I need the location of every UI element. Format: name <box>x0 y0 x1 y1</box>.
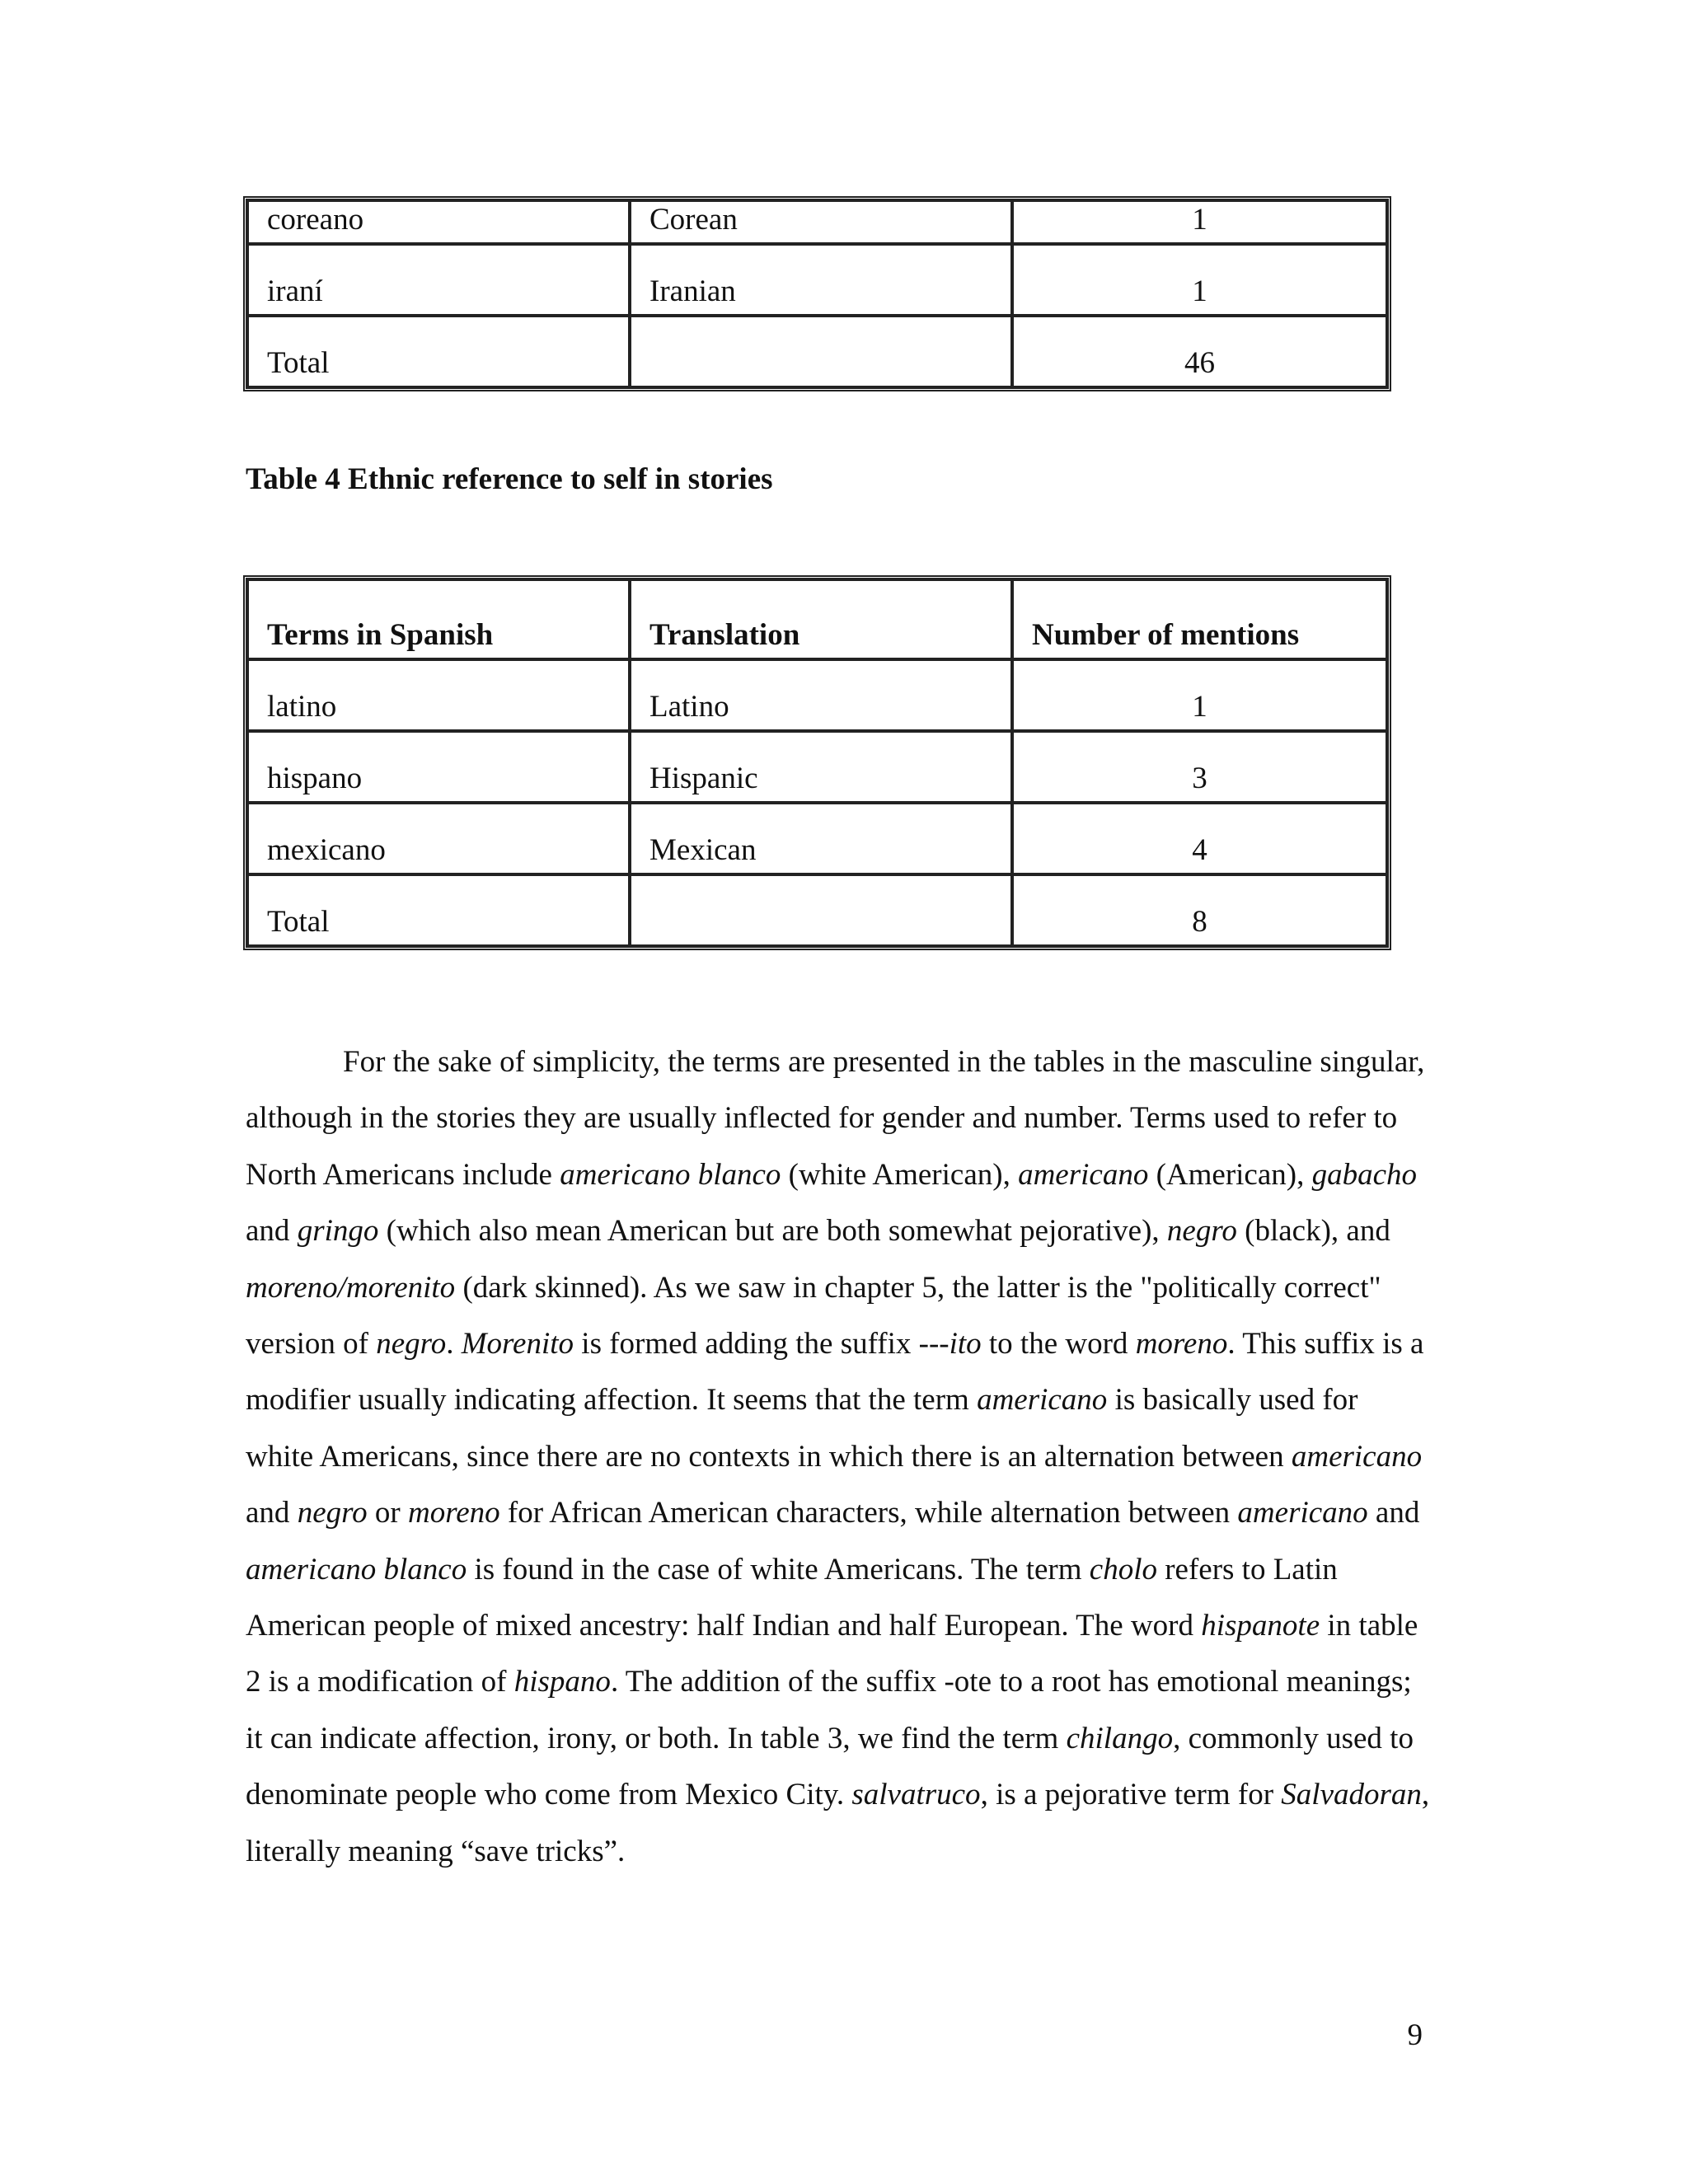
italic-term: moreno <box>407 1496 500 1530</box>
term-cell: coreano <box>247 200 630 244</box>
count-cell: 1 <box>1012 244 1387 316</box>
text-run: (white American), <box>781 1157 1019 1192</box>
body-text <box>246 1034 1432 1880</box>
text-run: (which also mean American but are both somewhat pejorative), <box>378 1214 1167 1249</box>
count-cell: 1 <box>1012 200 1387 244</box>
table-row <box>247 316 1387 387</box>
term-cell: latino <box>247 659 630 731</box>
term-cell: hispano <box>247 731 630 803</box>
count-cell: 46 <box>1012 316 1387 387</box>
text-run: and <box>246 1214 298 1249</box>
italic-term: chilango <box>1066 1721 1174 1755</box>
term-cell: Total <box>247 874 630 946</box>
text-run: for African American characters, while alternation between <box>499 1496 1238 1530</box>
text-run: is formed adding the suffix --- <box>574 1327 950 1361</box>
text-run: . The addition of the suffix -ote to a root has emotional meanings; it can indicate affection, irony, or both. In table 3, we find the term <box>246 1665 1412 1755</box>
text-run: is found in the case of white Americans. The term <box>467 1552 1090 1586</box>
translation-cell: Hispanic <box>630 731 1012 803</box>
count-cell: 8 <box>1012 874 1387 946</box>
italic-term: negro <box>297 1496 368 1530</box>
italic-term: moreno <box>1135 1327 1228 1361</box>
term-cell: iraní <box>247 244 630 316</box>
page-number: 9 <box>1407 2018 1423 2052</box>
column-header: Translation <box>630 579 1012 659</box>
italic-term: Morenito <box>461 1327 574 1361</box>
text-run: (dark skinned). As we saw in chapter 5, the latter is the "politically correct" version of <box>246 1270 1381 1361</box>
text-run: , is a pejorative term for <box>980 1778 1282 1812</box>
translation-cell <box>630 316 1012 387</box>
italic-term: americano <box>977 1383 1108 1418</box>
italic-term: gringo <box>297 1214 379 1249</box>
italic-term: americano <box>1291 1439 1423 1474</box>
count-cell: 4 <box>1012 803 1387 874</box>
text-run: or <box>367 1496 408 1530</box>
column-header: Number of mentions <box>1012 579 1387 659</box>
table-row <box>247 244 1387 316</box>
ethnic-reference-table <box>243 575 1391 950</box>
table-row <box>247 803 1387 874</box>
term-cell: mexicano <box>247 803 630 874</box>
italic-term: ito <box>949 1327 982 1361</box>
translation-cell: Latino <box>630 659 1012 731</box>
table-row <box>247 731 1387 803</box>
italic-term: americano <box>1018 1157 1149 1192</box>
italic-term: americano blanco <box>560 1157 781 1192</box>
italic-term: negro <box>376 1327 447 1361</box>
translation-cell: Mexican <box>630 803 1012 874</box>
italic-term: gabacho <box>1311 1157 1418 1192</box>
count-cell: 1 <box>1012 659 1387 731</box>
italic-term: moreno/morenito <box>246 1270 456 1305</box>
text-run: refers to Latin American people of mixed ancestry: half Indian and half European. The word <box>246 1552 1338 1643</box>
text-run: . <box>446 1327 462 1361</box>
text-run: , commonly used to denominate people who come from Mexico City. <box>246 1721 1414 1812</box>
text-run: (American), <box>1148 1157 1312 1192</box>
italic-term: hispanote <box>1201 1609 1320 1643</box>
text-run: For the sake of simplicity, the terms are presented in the tables in the masculine singular, although in the stories they are usually inflected for gender and number. Terms used to refer to North Americans include <box>246 1045 1425 1192</box>
text-run: , literally meaning “save tricks”. <box>246 1778 1430 1868</box>
text-run: is basically used for white Americans, since there are no contexts in which there is an alternation between <box>246 1383 1358 1474</box>
italic-term: Salvadoran <box>1281 1778 1422 1812</box>
italic-term: americano <box>1237 1496 1368 1530</box>
text-run: (black), and <box>1236 1214 1390 1249</box>
text-run: and <box>246 1496 298 1530</box>
italic-term: cholo <box>1089 1552 1157 1586</box>
text-run: in table 2 is a modification of <box>246 1609 1418 1699</box>
table-row <box>247 659 1387 731</box>
text-run: . This suffix is a modifier usually indicating affection. It seems that the term <box>246 1327 1424 1418</box>
table-header-row <box>247 579 1387 659</box>
table-row <box>247 874 1387 946</box>
italic-term: hispano <box>513 1665 611 1699</box>
translation-cell <box>630 874 1012 946</box>
translation-cell: Iranian <box>630 244 1012 316</box>
body-paragraph <box>246 1034 1432 1880</box>
table-row <box>247 200 1387 244</box>
count-cell: 3 <box>1012 731 1387 803</box>
text-run: to the word <box>981 1327 1136 1361</box>
table-caption: Table 4 Ethnic reference to self in stories <box>246 462 773 496</box>
text-run: and <box>1367 1496 1420 1530</box>
term-cell: Total <box>247 316 630 387</box>
translation-cell: Corean <box>630 200 1012 244</box>
italic-term: salvatruco <box>851 1778 981 1812</box>
italic-term: americano blanco <box>246 1552 467 1586</box>
column-header: Terms in Spanish <box>247 579 630 659</box>
continued-table <box>243 196 1391 391</box>
italic-term: negro <box>1166 1214 1237 1249</box>
